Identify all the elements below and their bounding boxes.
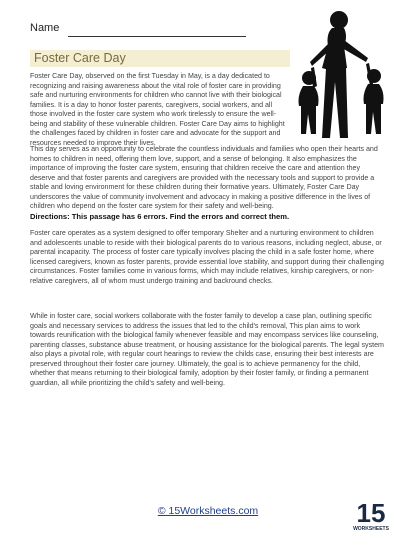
paragraph-celebration: This day serves as an opportunity to celebrate the countless individuals and families who open their hearts and homes to children in need, offering them love, support, and a sense of belonging. It also emphasizes the importance of improving the foster care system, ensuring that children receive the care and attention they deserve and that foster parents and caregivers are provided with the necessary tools and support to provide a stable and loving environment for these children during their formative years. Ultimately, Foster Care Day underscores the value of community involvement and advocacy in making a positive difference in the lives of children who depend on the foster care system for their safety and well-being.: [30, 145, 378, 211]
paragraph-intro: Foster Care Day, observed on the first Tuesday in May, is a day dedicated to recognizing and raising awareness about the vital role of foster care in providing safe and nurturing environments for children who cannot live with their biological families. It is a day to honor foster parents, caregivers, social workers, and all those involved in the foster care system who work tirelessly to ensure the well-being and stability of these vulnerable children. Foster Care Day aims to highlight the challenges faced by children in foster care and advocate for the support and resources needed to improve their lives.: [30, 72, 285, 147]
footer-site[interactable]: 15Worksheets.com: [168, 505, 259, 517]
15worksheets-logo-icon: [352, 495, 390, 533]
name-line[interactable]: [68, 36, 246, 37]
logo-number: 15: [356, 498, 386, 528]
logo-word: WORKSHEETS: [353, 526, 389, 532]
page-title: Foster Care Day: [34, 51, 126, 65]
copyright-symbol: ©: [157, 505, 166, 517]
paragraph-error-1: Foster care operates as a system designed to offer temporary Shelter and a nurturing environment to children and adolescents unable to reside with their biological parents do to various reasons, including neglect, abuse, or parental incapacity. The process of foster care typically involves placing the child in a safe foster home, where licensed caregivers, known as foster parents, provide essential love stability, and support during their challenging circumstances. Foster families come in various forms, which may include relatives, kinship caregivers, or non-relative caregivers, all of whom must undergo training and backround checks.: [30, 229, 384, 285]
name-label: Name: [30, 22, 60, 34]
paragraph-error-2: While in foster care, social workers collaborate with the foster family to develop a case plan, outlining specific goals and necessary services to address the issues that led to the child's removal, This plan aims to work towards reunification with the biological family whenever feasible and may encompass services like counseling, parenting classes, substance abuse treatment, or housing assistance for the biological parents. The legal system also plays a pivotal role, with regular court hearings to review the childs case, ensuring their best interests are preserved throughout their foster care journey. Ultimately, the goal is to achieve permanency for the child, whether that means returning to their biological family, adoption by their foster family, or finding a permanent guardian, all while prioritizing the child's safety and well-being.: [30, 312, 384, 387]
mother-children-silhouette-icon: [292, 6, 402, 144]
directions: Directions: This passage has 6 errors. Find the errors and correct them.: [30, 212, 290, 221]
